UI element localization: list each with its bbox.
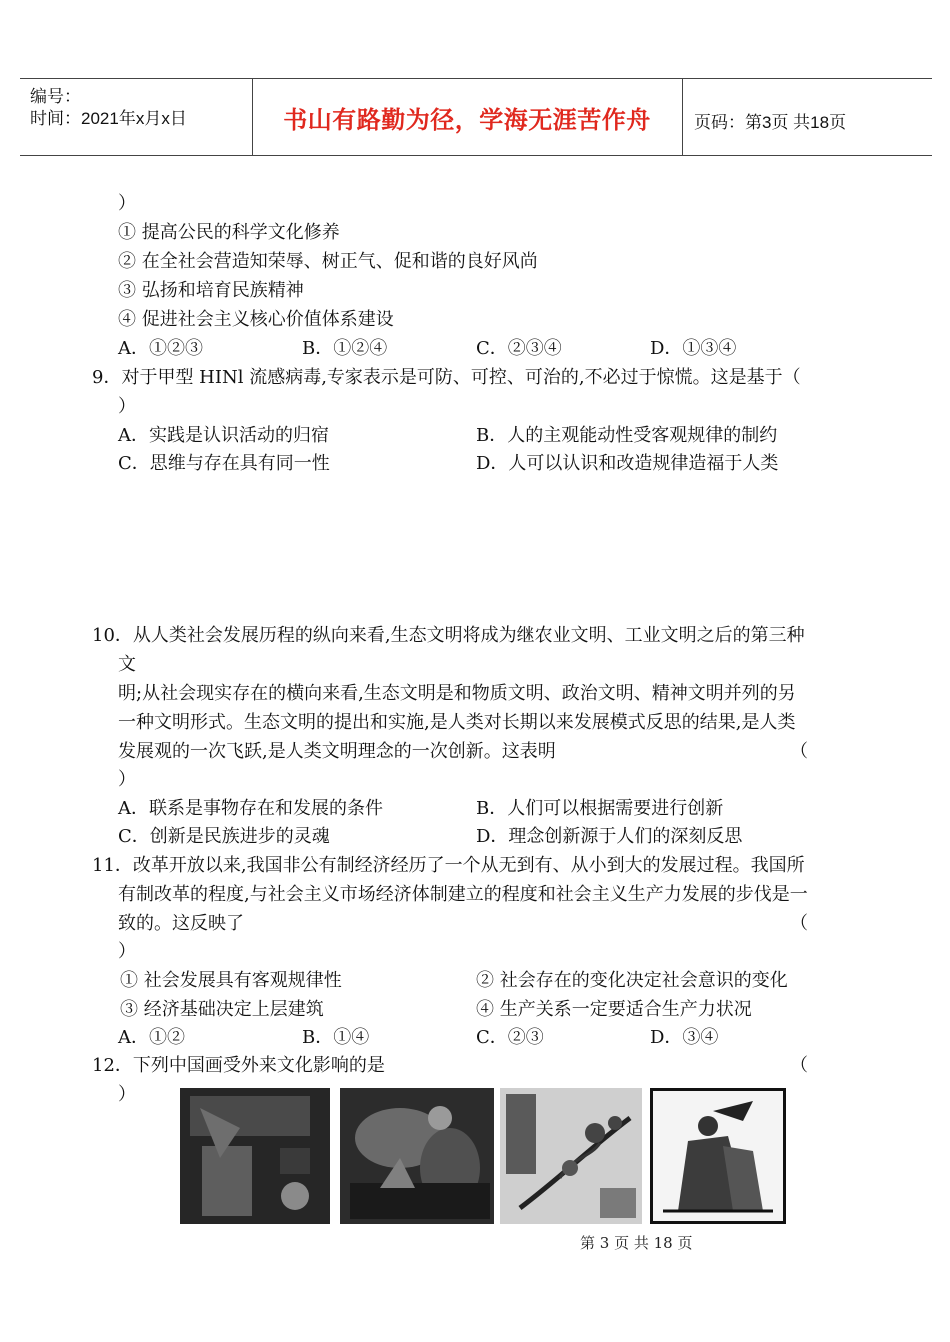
scan-page-footer: 第 3 页 共 18 页	[580, 1234, 693, 1252]
q11-item-3: ③ 经济基础决定上层建筑	[120, 999, 324, 1020]
q10-paren-open: （	[790, 741, 808, 762]
q10-option-c: C．创新是民族进步的灵魂	[118, 826, 330, 847]
q8-option-c: C．②③④	[476, 338, 562, 359]
q10-option-d: D．理念创新源于人们的深刻反思	[476, 826, 743, 847]
q11-item-4: ④ 生产关系一定要适合生产力状况	[476, 999, 752, 1020]
q11-stem-line-2: 有制改革的程度,与社会主义市场经济体制建立的程度和社会主义生产力发展的步伐是一	[118, 884, 808, 905]
q12-stem: 12．下列中国画受外来文化影响的是	[92, 1055, 385, 1076]
q8-item-3: ③ 弘扬和培育民族精神	[118, 280, 304, 301]
q8-item-1: ① 提高公民的科学文化修养	[118, 222, 340, 243]
q9-option-c: C．思维与存在具有同一性	[118, 453, 330, 474]
painting-2	[340, 1088, 494, 1224]
q10-stem-line-5: 发展观的一次飞跃,是人类文明理念的一次创新。这表明	[118, 741, 556, 762]
q12-paren-open: （	[790, 1055, 808, 1076]
q11-item-2: ② 社会存在的变化决定社会意识的变化	[476, 970, 788, 991]
q11-stem-line-1: 11．改革开放以来,我国非公有制经济经历了一个从无到有、从小到大的发展过程。我国所	[92, 855, 805, 876]
q10-stem-line-1: 10．从人类社会发展历程的纵向来看,生态文明将成为继农业文明、工业文明之后的第三种	[92, 625, 805, 646]
q8-item-2: ② 在全社会营造知荣辱、树正气、促和谐的良好风尚	[118, 251, 538, 272]
q11-option-b: B．①④	[302, 1027, 370, 1048]
painting-strip	[180, 1088, 788, 1228]
painting-1	[180, 1088, 330, 1224]
q9-option-d: D．人可以认识和改造规律造福于人类	[476, 453, 779, 474]
q12-paren-close: ）	[118, 1084, 136, 1105]
q10-stem-line-3: 明;从社会现实存在的横向来看,生态文明是和物质文明、政治文明、精神文明并列的另	[118, 683, 796, 704]
painting-4	[650, 1088, 786, 1224]
q10-paren-close: ）	[118, 769, 136, 790]
header-motto: 书山有路勤为径，学海无涯苦作舟	[283, 106, 651, 134]
q11-stem-line-3: 致的。这反映了	[118, 913, 244, 934]
q10-option-a: A．联系是事物存在和发展的条件	[118, 798, 383, 819]
q11-paren-open: （	[790, 913, 808, 934]
q8-paren-close: ）	[118, 193, 136, 214]
q11-item-1: ① 社会发展具有客观规律性	[120, 970, 342, 991]
time-label: 时间：2021年x月x日	[30, 109, 187, 128]
q8-item-4: ④ 促进社会主义核心价值体系建设	[118, 309, 394, 330]
painting-3	[500, 1088, 642, 1224]
page-info: 页码：第3页 共18页	[694, 113, 847, 132]
q10-stem-line-2: 文	[118, 654, 136, 675]
q11-option-a: A．①②	[118, 1027, 185, 1048]
q8-option-d: D．①③④	[650, 338, 737, 359]
q9-option-b: B．人的主观能动性受客观规律的制约	[476, 425, 778, 446]
q11-option-d: D．③④	[650, 1027, 719, 1048]
q11-paren-close: ）	[118, 941, 136, 962]
q9-option-a: A．实践是认识活动的归宿	[118, 425, 329, 446]
q9-stem: 9．对于甲型 HINl 流感病毒,专家表示是可防、可控、可治的,不必过于惊慌。这是基于（	[92, 367, 801, 388]
q9-paren-close: ）	[118, 396, 136, 417]
header-top-rule	[20, 78, 932, 79]
header-divider-right	[682, 78, 683, 156]
q11-option-c: C．②③	[476, 1027, 544, 1048]
q8-option-a: A．①②③	[118, 338, 203, 359]
q10-option-b: B．人们可以根据需要进行创新	[476, 798, 724, 819]
header-bottom-rule	[20, 155, 932, 156]
q8-option-b: B．①②④	[302, 338, 388, 359]
serial-label: 编号：	[30, 87, 81, 106]
q10-stem-line-4: 一种文明形式。生态文明的提出和实施,是人类对长期以来发展模式反思的结果,是人类	[118, 712, 796, 733]
